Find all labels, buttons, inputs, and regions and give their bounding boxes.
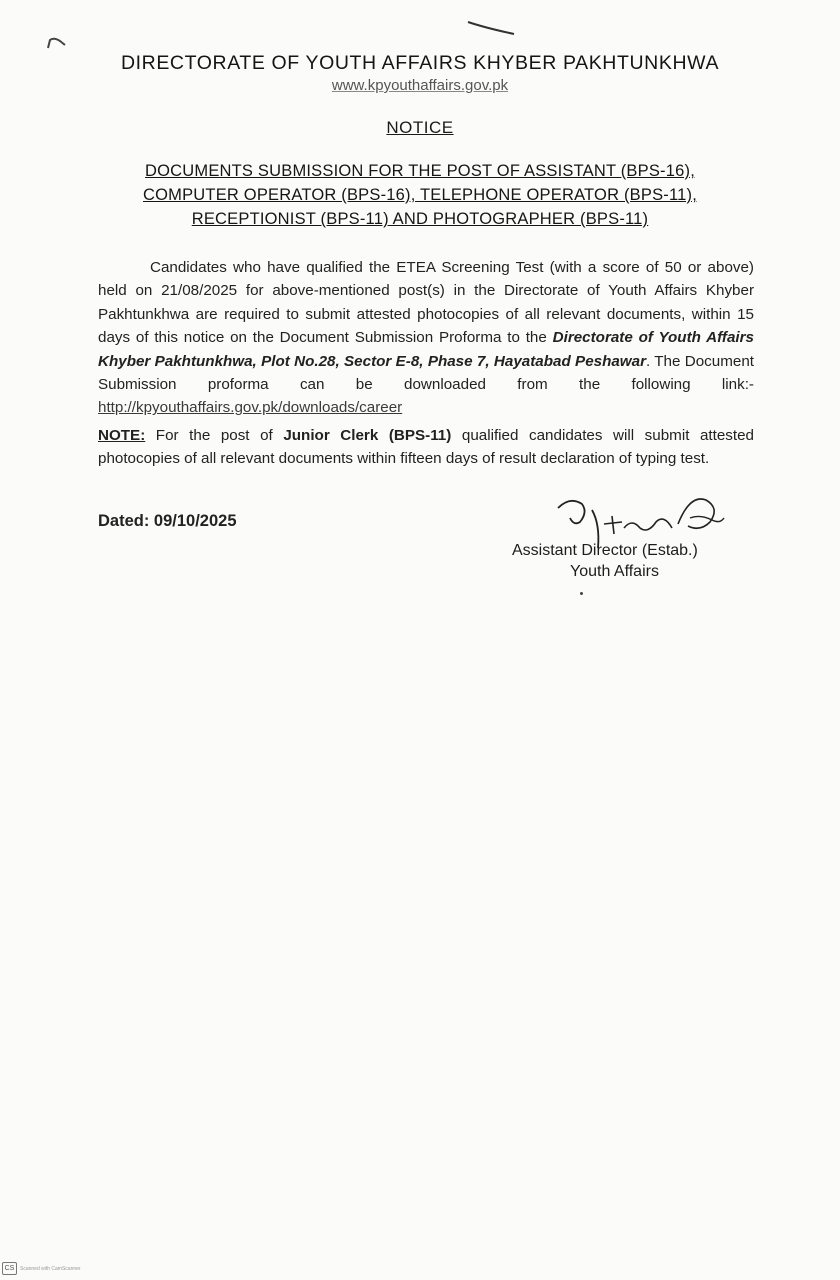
note-text-after: qualified candidates will submit attested photocopies of all relevant documents within fifteen days of result declaration of typing test. xyxy=(98,427,755,468)
dated-label: Dated: xyxy=(98,512,154,530)
submission-address: Directorate of Youth Affairs Khyber Pakhtunkhwa, Plot No.28, Sector E-8, Phase 7, Hayatabad Peshawar xyxy=(98,329,754,370)
body-download-text: . The Document Submission proforma can be downloaded from the following link:- xyxy=(98,352,754,394)
scanner-text: Scanned with CamScanner xyxy=(20,1265,81,1272)
date-line xyxy=(98,512,237,531)
scanner-watermark xyxy=(2,1262,81,1275)
website-url[interactable]: www.kpyouthaffairs.gov.pk xyxy=(331,77,509,94)
pen-stroke-icon xyxy=(466,18,518,38)
signatory-department: Youth Affairs xyxy=(570,563,659,580)
corner-mark-icon xyxy=(46,36,68,50)
organization-name: DIRECTORATE OF YOUTH AFFAIRS KHYBER PAKHTUNKHWA xyxy=(120,52,720,74)
notice-title: NOTICE xyxy=(386,118,454,137)
notice-body xyxy=(98,256,754,420)
note-paragraph xyxy=(98,424,754,471)
subject-line: DOCUMENTS SUBMISSION FOR THE POST OF ASSISTANT (BPS-16), xyxy=(145,162,695,180)
signatory-title: Assistant Director (Estab.) xyxy=(512,542,698,559)
body-intro: Candidates who have qualified the ETEA Screening Test (with a score of 50 or above) held on 21/08/2025 for above-mentioned post(s) in the Directorate of Youth Affairs Khyber Pakhtunkhwa are required to submit attested photocopies of all relevant documents, within 15 days of this notice on the Document Submission Proforma to the xyxy=(98,259,754,347)
note-text-before: For the post of xyxy=(145,427,284,444)
notice-subject xyxy=(100,159,740,231)
download-link[interactable]: http://kpyouthaffairs.gov.pk/downloads/career xyxy=(98,399,403,417)
subject-line: RECEPTIONIST (BPS-11) AND PHOTOGRAPHER (BPS-11) xyxy=(191,210,649,228)
note-post: Junior Clerk (BPS-11) xyxy=(283,427,452,444)
subject-line: COMPUTER OPERATOR (BPS-16), TELEPHONE OPERATOR (BPS-11), xyxy=(143,186,697,204)
note-label: NOTE: xyxy=(98,427,146,444)
dated-value: 09/10/2025 xyxy=(153,512,237,530)
scanner-logo-icon: CS xyxy=(2,1262,17,1275)
ink-dot xyxy=(580,592,583,595)
